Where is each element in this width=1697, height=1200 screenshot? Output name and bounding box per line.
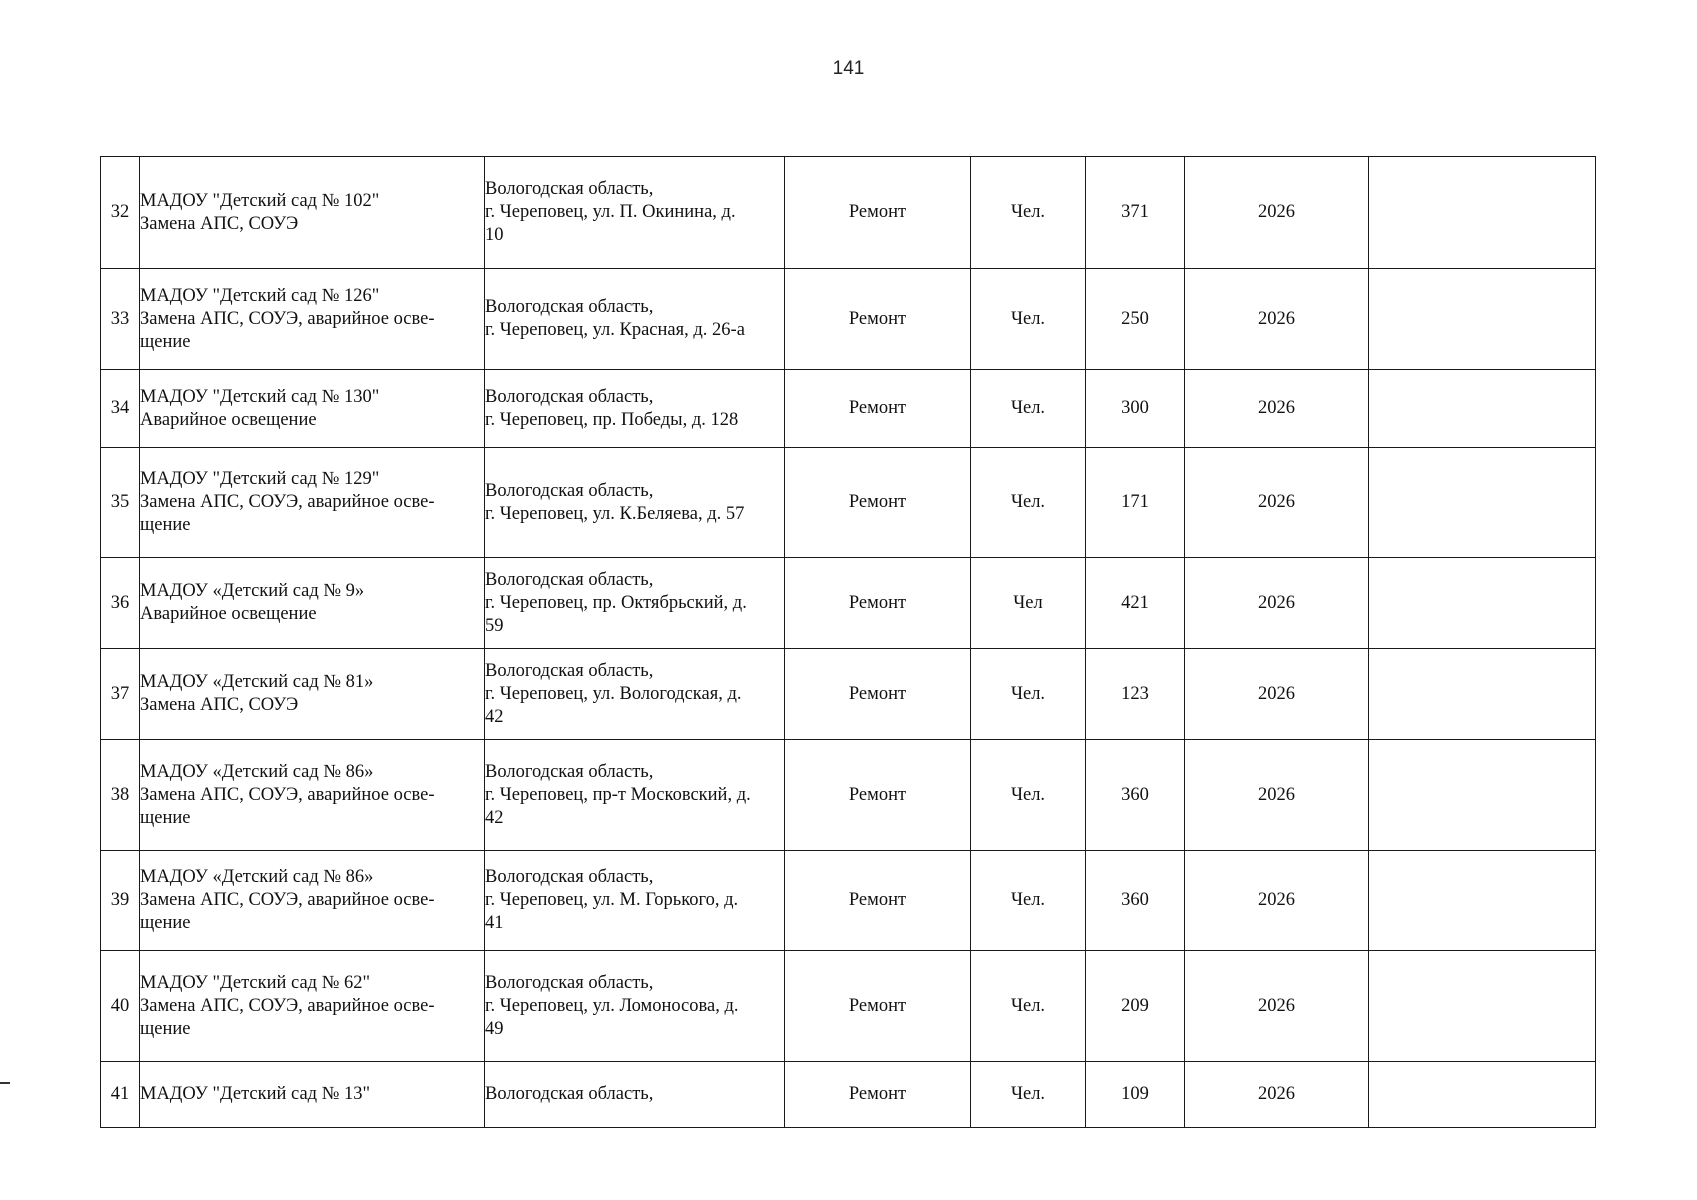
facility-name-line: МАДОУ «Детский сад № 86» (140, 761, 374, 782)
note-cell (1369, 269, 1596, 370)
note-cell (1369, 851, 1596, 951)
quantity-cell: 371 (1086, 157, 1185, 269)
facility-name-line: щение (140, 331, 191, 352)
address-cell (485, 851, 785, 951)
facility-name-line: Замена АПС, СОУЭ, аварийное осве- (140, 784, 435, 805)
quantity-cell: 250 (1086, 269, 1185, 370)
facility-name-line: МАДОУ "Детский сад № 62" (140, 972, 371, 993)
address-line: г. Череповец, ул. Ломоносова, д. (485, 995, 739, 1016)
page-number: 141 (832, 58, 865, 79)
unit-cell: Чел. (971, 740, 1086, 851)
work-type-cell: Ремонт (785, 649, 971, 740)
facility-name-line: Аварийное освещение (140, 409, 317, 430)
table-row (101, 558, 1596, 649)
note-cell (1369, 157, 1596, 269)
address-line: Вологодская область, (485, 386, 654, 407)
address-line: г. Череповец, пр. Победы, д. 128 (485, 409, 739, 430)
address-line: Вологодская область, (485, 569, 654, 590)
year-cell: 2026 (1185, 269, 1369, 370)
address-line: 42 (485, 706, 504, 727)
address-line: Вологодская область, (485, 660, 654, 681)
facility-name-cell (140, 951, 485, 1062)
quantity-cell: 300 (1086, 370, 1185, 448)
address-line: 41 (485, 913, 504, 933)
address-cell (485, 157, 785, 269)
facility-name-cell (140, 448, 485, 558)
unit-cell: Чел. (971, 1062, 1086, 1128)
row-number-cell: 40 (101, 951, 140, 1062)
year-cell: 2026 (1185, 740, 1369, 851)
year-cell: 2026 (1185, 558, 1369, 649)
address-cell (485, 740, 785, 851)
facility-name-line: Замена АПС, СОУЭ, аварийное осве- (140, 995, 435, 1016)
facility-repair-table (100, 156, 1596, 1128)
year-cell: 2026 (1185, 370, 1369, 448)
address-line: г. Череповец, ул. Красная, д. 26-а (485, 320, 745, 340)
work-type-cell: Ремонт (785, 157, 971, 269)
table-row (101, 157, 1596, 269)
quantity-cell: 123 (1086, 649, 1185, 740)
quantity-cell: 109 (1086, 1062, 1185, 1128)
row-number-cell: 38 (101, 740, 140, 851)
note-cell (1369, 448, 1596, 558)
address-cell (485, 558, 785, 649)
unit-cell: Чел. (971, 269, 1086, 370)
facility-name-line: Замена АПС, СОУЭ, аварийное осве- (140, 492, 435, 512)
unit-cell: Чел. (971, 851, 1086, 951)
facility-name-line: МАДОУ «Детский сад № 81» (140, 672, 374, 692)
facility-name-cell (140, 269, 485, 370)
work-type-cell: Ремонт (785, 951, 971, 1062)
row-number-cell: 34 (101, 370, 140, 448)
year-cell: 2026 (1185, 851, 1369, 951)
work-type-cell: Ремонт (785, 1062, 971, 1128)
address-cell (485, 370, 785, 448)
unit-cell: Чел (971, 558, 1086, 649)
year-cell: 2026 (1185, 649, 1369, 740)
facility-name-cell (140, 851, 485, 951)
facility-name-line: щение (140, 913, 191, 933)
year-cell: 2026 (1185, 157, 1369, 269)
work-type-cell: Ремонт (785, 558, 971, 649)
address-line: Вологодская область, (485, 867, 654, 887)
facility-name-line: Аварийное освещение (140, 604, 317, 624)
unit-cell: Чел. (971, 370, 1086, 448)
row-number-cell: 35 (101, 448, 140, 558)
note-cell (1369, 1062, 1596, 1128)
note-cell (1369, 649, 1596, 740)
table-row (101, 649, 1596, 740)
facility-name-cell (140, 1062, 485, 1128)
quantity-cell: 171 (1086, 448, 1185, 558)
facility-name-line: Замена АПС, СОУЭ, аварийное осве- (140, 890, 435, 910)
address-line: 10 (485, 225, 504, 245)
address-line: 59 (485, 615, 504, 636)
address-line: Вологодская область, (485, 179, 654, 199)
address-line: 42 (485, 807, 504, 828)
facility-name-cell (140, 370, 485, 448)
address-line: Вологодская область, (485, 761, 654, 782)
unit-cell: Чел. (971, 649, 1086, 740)
row-number-cell: 36 (101, 558, 140, 649)
table-row (101, 951, 1596, 1062)
year-cell: 2026 (1185, 448, 1369, 558)
facility-name-line: щение (140, 1018, 191, 1039)
address-line: г. Череповец, ул. М. Горького, д. (485, 890, 739, 910)
facility-name-line: МАДОУ «Детский сад № 9» (140, 581, 365, 601)
unit-cell: Чел. (971, 448, 1086, 558)
facility-name-cell (140, 157, 485, 269)
facility-name-line: Замена АПС, СОУЭ, аварийное осве- (140, 308, 435, 329)
facility-name-line: МАДОУ "Детский сад № 126" (140, 285, 380, 306)
row-number-cell: 39 (101, 851, 140, 951)
address-line: г. Череповец, ул. Вологодская, д. (485, 683, 742, 704)
row-number-cell: 33 (101, 269, 140, 370)
address-cell (485, 649, 785, 740)
address-cell (485, 951, 785, 1062)
facility-name-line: щение (140, 515, 191, 535)
facility-name-line: МАДОУ "Детский сад № 129" (140, 469, 380, 489)
note-cell (1369, 951, 1596, 1062)
facility-name-line: Замена АПС, СОУЭ (140, 695, 299, 715)
address-line: г. Череповец, ул. К.Беляева, д. 57 (485, 503, 745, 524)
quantity-cell: 360 (1086, 851, 1185, 951)
address-line: Вологодская область, (485, 297, 654, 317)
note-cell (1369, 370, 1596, 448)
row-number-cell: 32 (101, 157, 140, 269)
address-line: Вологодская область, (485, 972, 654, 993)
address-line: Вологодская область, (485, 1084, 654, 1104)
margin-mark (0, 1082, 10, 1084)
row-number-cell: 37 (101, 649, 140, 740)
table-row (101, 740, 1596, 851)
table-row (101, 448, 1596, 558)
address-cell (485, 448, 785, 558)
facility-name-line: МАДОУ "Детский сад № 102" (140, 190, 380, 211)
address-line: г. Череповец, пр-т Московский, д. (485, 784, 751, 805)
note-cell (1369, 740, 1596, 851)
quantity-cell: 421 (1086, 558, 1185, 649)
work-type-cell: Ремонт (785, 448, 971, 558)
facility-name-line: щение (140, 807, 191, 828)
year-cell: 2026 (1185, 1062, 1369, 1128)
facility-name-line: Замена АПС, СОУЭ (140, 213, 299, 234)
facility-name-line: МАДОУ "Детский сад № 13" (140, 1084, 371, 1104)
work-type-cell: Ремонт (785, 851, 971, 951)
address-cell (485, 269, 785, 370)
note-cell (1369, 558, 1596, 649)
address-line: Вологодская область, (485, 480, 654, 501)
quantity-cell: 360 (1086, 740, 1185, 851)
work-type-cell: Ремонт (785, 370, 971, 448)
table-row (101, 851, 1596, 951)
address-line: г. Череповец, пр. Октябрьский, д. (485, 592, 747, 613)
facility-name-line: МАДОУ «Детский сад № 86» (140, 867, 374, 887)
address-cell (485, 1062, 785, 1128)
address-line: г. Череповец, ул. П. Окинина, д. (485, 202, 736, 222)
unit-cell: Чел. (971, 951, 1086, 1062)
facility-name-cell (140, 649, 485, 740)
facility-name-cell (140, 740, 485, 851)
row-number-cell: 41 (101, 1062, 140, 1128)
facility-name-cell (140, 558, 485, 649)
table-row (101, 1062, 1596, 1128)
table-row (101, 269, 1596, 370)
work-type-cell: Ремонт (785, 740, 971, 851)
address-line: 49 (485, 1018, 504, 1039)
year-cell: 2026 (1185, 951, 1369, 1062)
unit-cell: Чел. (971, 157, 1086, 269)
facility-name-line: МАДОУ "Детский сад № 130" (140, 386, 380, 407)
work-type-cell: Ремонт (785, 269, 971, 370)
table-row (101, 370, 1596, 448)
quantity-cell: 209 (1086, 951, 1185, 1062)
